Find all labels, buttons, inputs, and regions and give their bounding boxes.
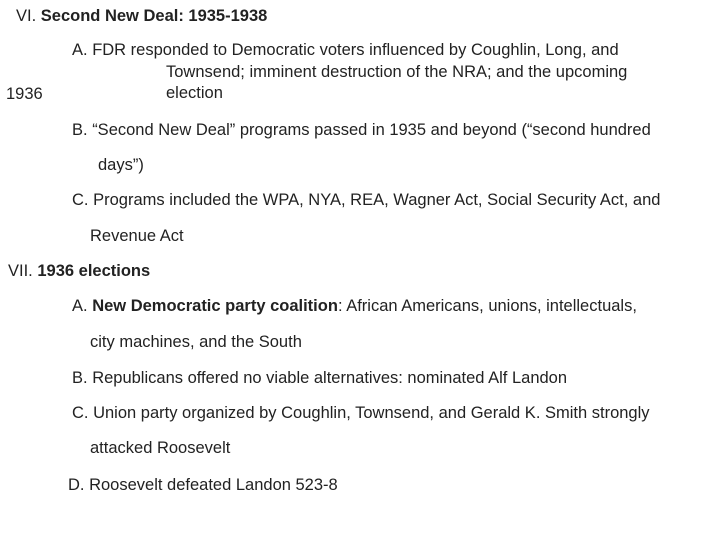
section-7-item-a-line-2: city machines, and the South [90, 333, 302, 351]
section-7-numeral: VII. [8, 262, 33, 280]
section-7-heading [8, 261, 150, 281]
section-7-item-c-line-2: attacked Roosevelt [90, 439, 231, 457]
section-6-item-b-line-1: B. “Second New Deal” programs passed in 1935 and beyond (“second hundred [72, 121, 651, 139]
section-6-item-a-line-3: election [166, 84, 223, 102]
section-7-item-c-line-1: C. Union party organized by Coughlin, Townsend, and Gerald K. Smith strongly [72, 404, 650, 422]
item-letter: C. [72, 191, 89, 209]
section-7-item-a-line-1: A. New Democratic party coalition: African Americans, unions, intellectuals, [72, 297, 637, 315]
item-letter: A. [72, 41, 88, 59]
section-7-title: 1936 elections [37, 262, 151, 280]
item-letter: B. [72, 121, 88, 139]
section-7-item-b-line-1: B. Republicans offered no viable alternatives: nominated Alf Landon [72, 369, 568, 387]
coalition-term: New Democratic party coalition [92, 297, 338, 315]
section-6-item-c-line-1: C. Programs included the WPA, NYA, REA, Wagner Act, Social Security Act, and [72, 191, 661, 209]
item-letter: B. [72, 369, 88, 387]
section-6-item-b-line-2: days”) [98, 156, 144, 174]
section-6-item-c-line-2: Revenue Act [90, 227, 184, 245]
section-6-heading [16, 6, 267, 26]
section-6-item-a-line-1: A. FDR responded to Democratic voters influenced by Coughlin, Long, and [72, 41, 619, 59]
section-7-item-d-line-1: D. Roosevelt defeated Landon 523-8 [68, 476, 338, 494]
item-letter: C. [72, 404, 89, 422]
section-6-title: Second New Deal: 1935-1938 [40, 7, 268, 25]
item-letter: A. [72, 297, 88, 315]
section-6-numeral: VI. [16, 7, 37, 25]
item-letter: D. [68, 476, 85, 494]
section-6-item-a-line-2: Townsend; imminent destruction of the NRA; and the upcoming [166, 63, 628, 81]
side-year-label: 1936 [6, 85, 43, 103]
